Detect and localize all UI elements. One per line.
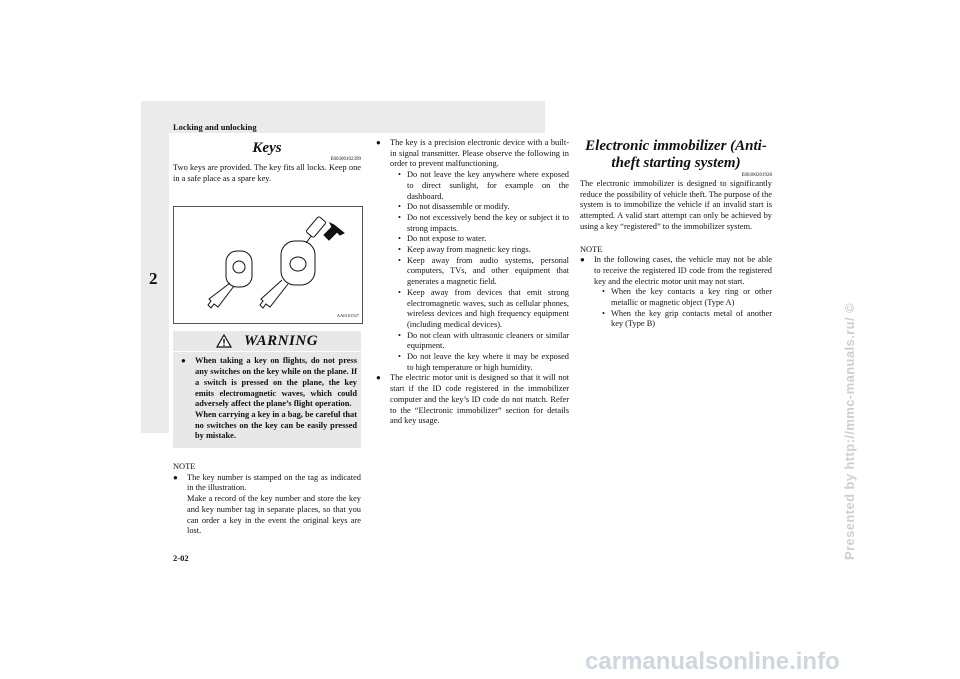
care-item — [376, 138, 569, 373]
motor-note-item — [376, 373, 569, 427]
keys-heading: Keys — [252, 140, 282, 156]
immobilizer-heading: Electronic immobilizer (Anti-theft starting system) — [585, 138, 767, 171]
section-title: Locking and unlocking — [173, 122, 257, 132]
immobilizer-column — [580, 138, 772, 330]
immobilizer-note-label: NOTE — [580, 244, 603, 254]
keys-illustration — [173, 206, 363, 324]
keys-column — [173, 138, 361, 537]
care-sub-item: • Do not expose to water. — [398, 234, 487, 244]
bullet-icon: ● — [376, 138, 381, 147]
warning-item — [173, 352, 361, 442]
care-sub-item: • Do not clean with ultrasonic cleaners or similar equipment. — [398, 330, 569, 351]
note-text-1: The key number is stamped on the tag as indicated in the illustration. — [187, 472, 361, 493]
care-intro: The key is a precision electronic device with a built-in signal transmitter. Please observe the following in order to prevent malfunctioning. — [390, 138, 569, 169]
page-number: 2-02 — [173, 553, 189, 563]
care-sub-item: • Do not excessively bend the key or subject it to strong impacts. — [398, 212, 569, 233]
keys-section-code: E00300102399 — [330, 157, 361, 162]
motor-note-text: The electric motor unit is designed so that it will not start if the ID code registered in the immobilizer computer and the key’s ID code do not match. Refer to the “Electronic immobilizer” section for details and key usage. — [390, 373, 569, 426]
chapter-number: 2 — [149, 269, 158, 288]
immobilizer-note-text: In the following cases, the vehicle may not be able to receive the registered ID code from the registered key and the electric motor unit may not start. — [594, 255, 772, 286]
figure-code: AA0101527 — [336, 312, 359, 318]
warning-text-2: When carrying a key in a bag, be careful that no switches on the key can be easily pressed by mistake. — [195, 409, 357, 441]
warning-icon — [216, 334, 232, 348]
care-sub-item: • Do not disassemble or modify. — [398, 202, 510, 212]
immobilizer-sub-item: • When the key grip contacts metal of another key (Type B) — [602, 308, 772, 329]
key-care-column — [376, 138, 569, 427]
warning-box — [173, 331, 361, 448]
warning-title: WARNING — [243, 333, 319, 350]
footer-watermark: carmanualsonline.info — [585, 648, 840, 675]
care-sub-item: • Keep away from magnetic key rings. — [398, 245, 531, 255]
care-sub-item: • Do not leave the key where it may be exposed to high temperature or high humidity. — [398, 352, 569, 372]
care-sub-item: • Keep away from audio systems, personal computers, TVs, and other equipment that generates a magnetic field. — [398, 255, 569, 287]
warning-text-1: When taking a key on flights, do not press any switches on the key while on the plane. If a switch is pressed on the plane, the key emits electromagnetic waves, which could adversely affect the plane’s flight operation. — [195, 356, 357, 409]
bullet-icon: ● — [376, 373, 381, 383]
keys-intro: Two keys are provided. The key fits all locks. Keep one in a safe place as a spare key. — [173, 163, 361, 183]
bullet-icon: ● — [580, 255, 585, 265]
immobilizer-sub-item: • When the key contacts a key ring or other metallic or magnetic object (Type A) — [602, 287, 772, 308]
immobilizer-note-item — [580, 255, 772, 330]
note-label: NOTE — [173, 462, 196, 472]
bullet-icon: ● — [181, 356, 186, 366]
keys-drawing — [174, 207, 362, 323]
immobilizer-paragraph: The electronic immobilizer is designed to significantly reduce the possibility of vehicle theft. The purpose of the system is to immobilize the vehicle if an invalid start is attempted. A valid start attempt can only be achieved by using a key “registered” to the immobilizer system. — [580, 179, 772, 231]
note-item — [173, 473, 361, 537]
care-sub-item: • Keep away from devices that emit strong electromagnetic waves, such as cellular phones, wireless devices and high frequency equipment (including medical devices). — [398, 287, 569, 329]
note-text-2: Make a record of the key number and store the key and key number tag in separate places, so that you can order a key in the event the original keys are lost. — [187, 494, 361, 536]
bullet-icon: ● — [173, 472, 178, 482]
care-sub-item: • Do not leave the key anywhere where exposed to direct sunlight, for example on the dashboard. — [398, 170, 569, 201]
warning-header — [173, 331, 361, 352]
side-watermark: Presented by http://mmc-manuals.ru/ © — [842, 303, 857, 560]
immobilizer-section-code: E00300201928 — [741, 173, 772, 178]
